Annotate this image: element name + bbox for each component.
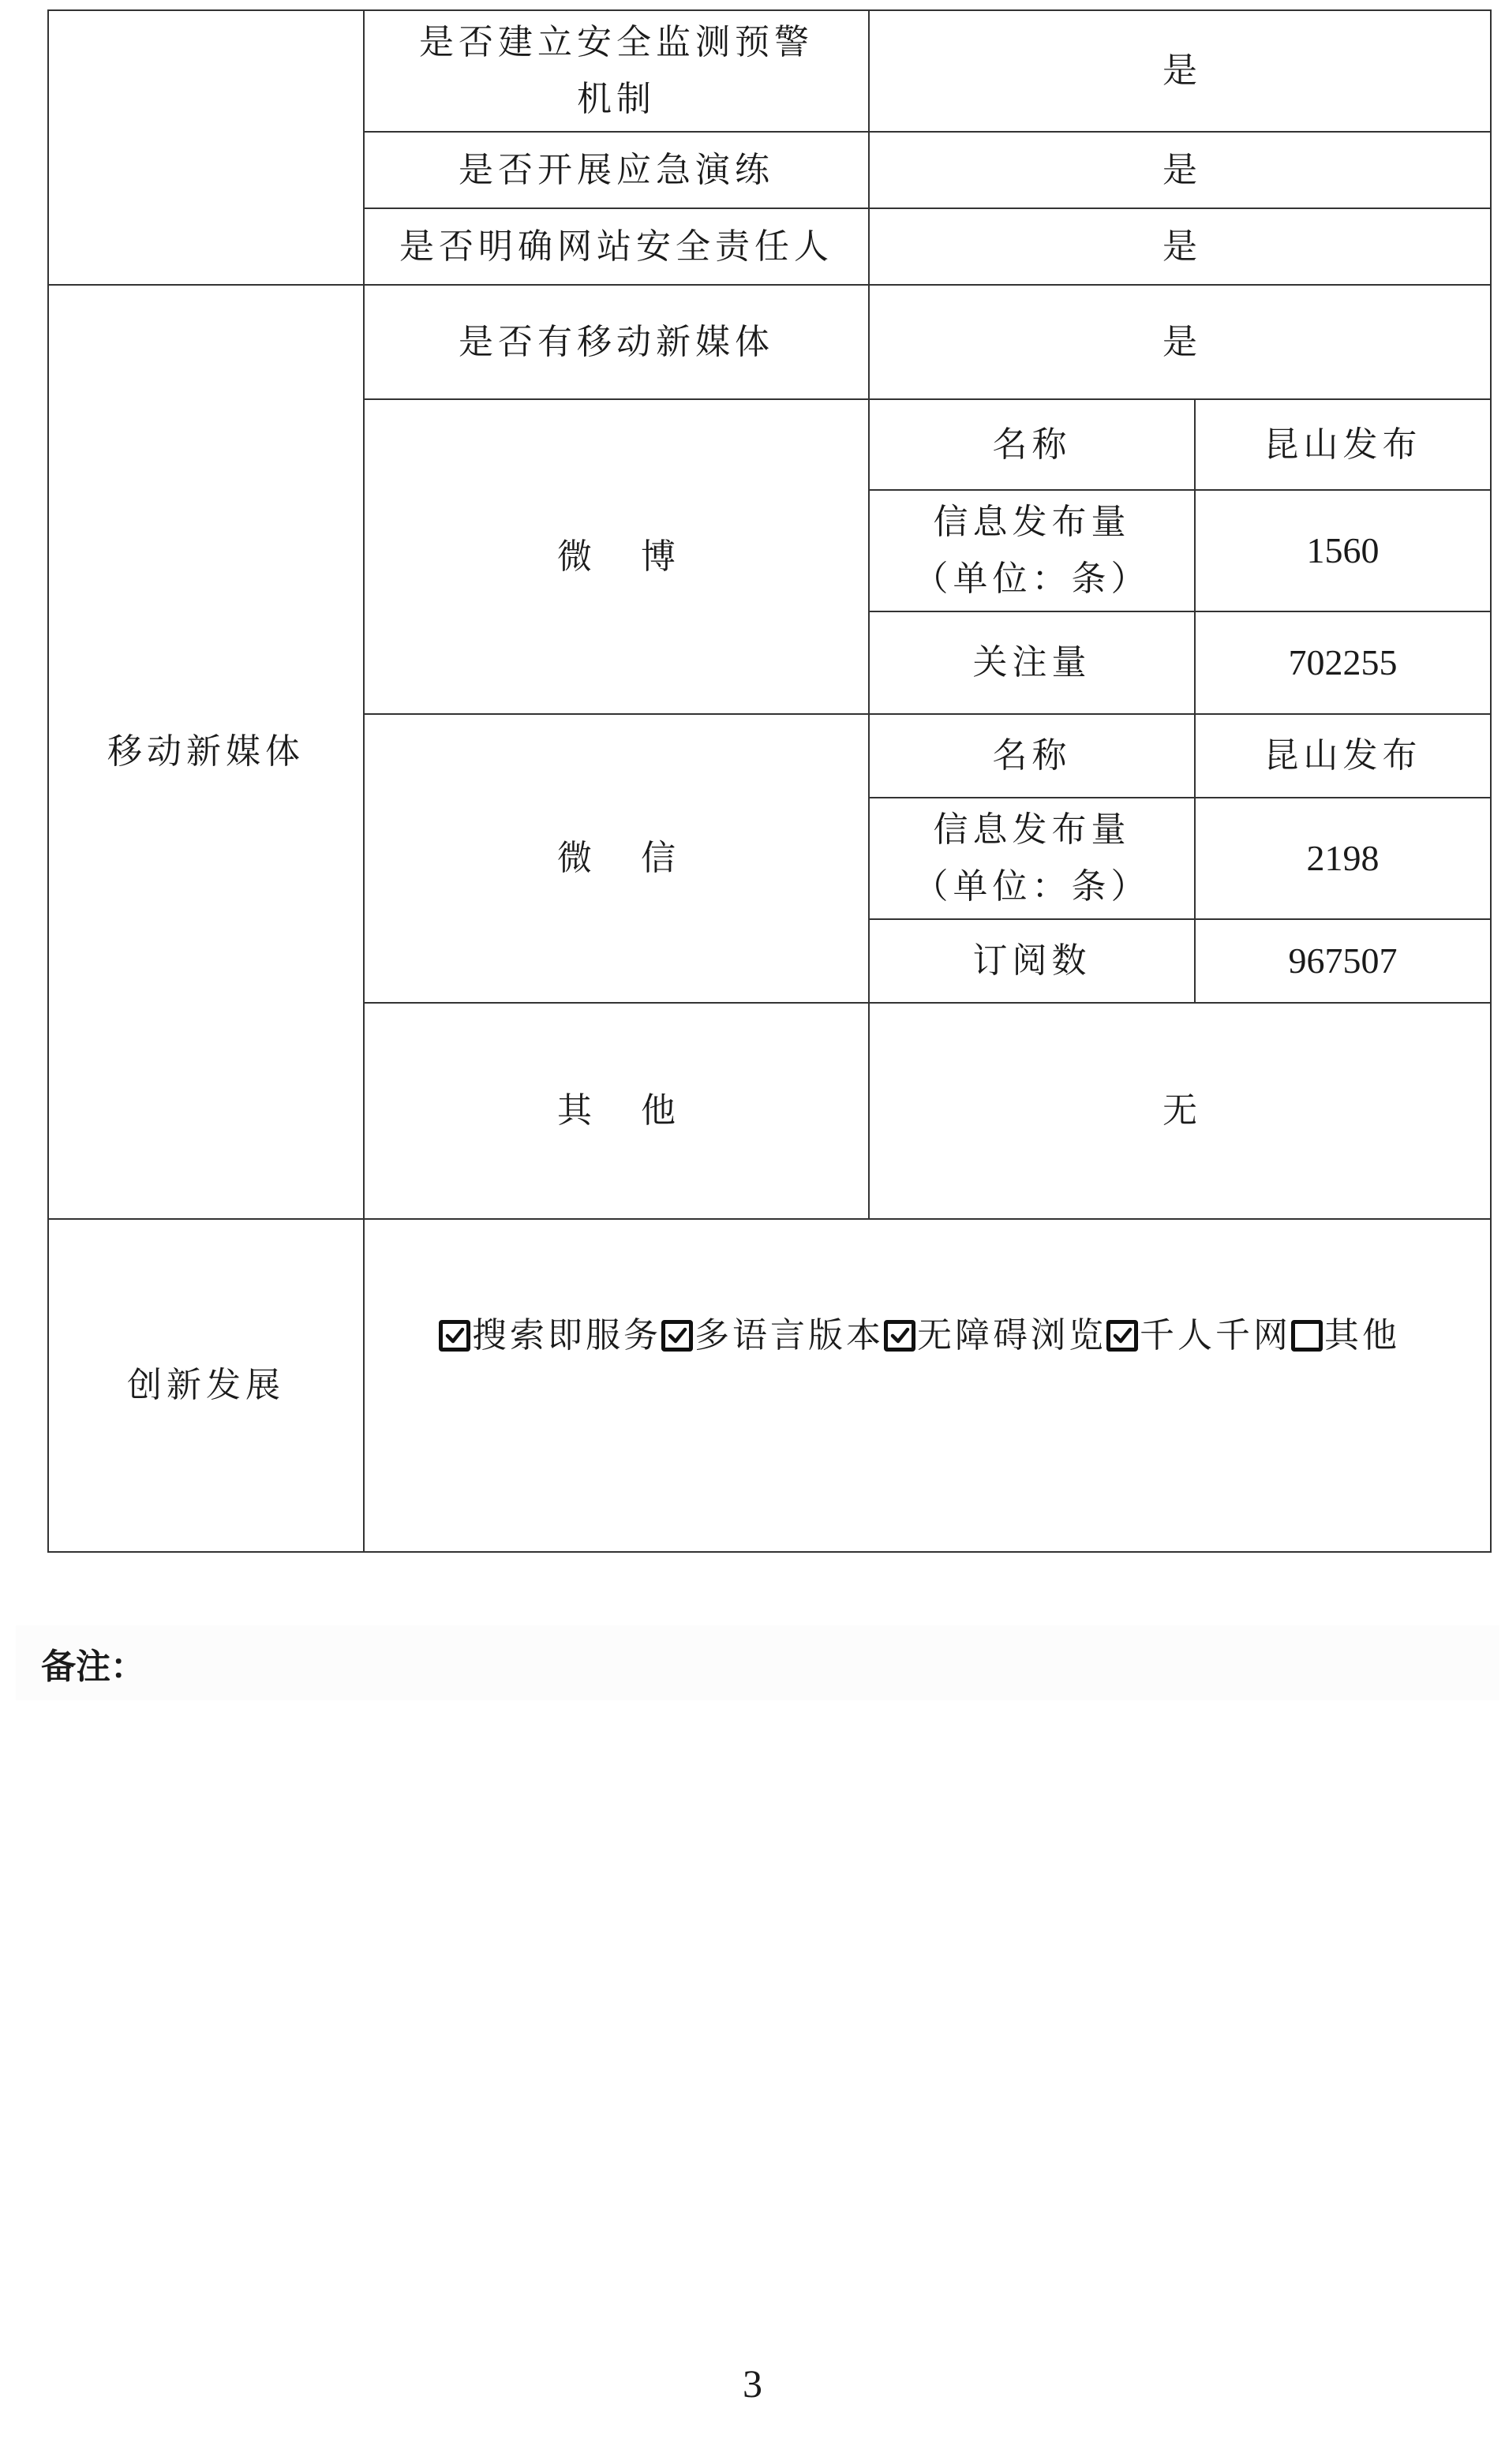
- other-label-cell: [364, 1003, 869, 1219]
- security-label: 是否明确网站安全责任人: [399, 226, 833, 267]
- security-label-cell: [364, 208, 869, 285]
- security-label: 是否开展应急演练: [459, 149, 774, 190]
- weibo-count-value-cell: [1195, 490, 1491, 611]
- option-label: 其他: [1324, 1315, 1400, 1355]
- weixin-count-unit: （单位：条）: [913, 866, 1151, 907]
- mobile-section-label: 移动新媒体: [107, 731, 305, 772]
- weibo-follow-label: 关注量: [972, 642, 1091, 682]
- weibo-count-label: 信息发布量: [933, 502, 1131, 542]
- weixin-name-label: 名称: [992, 735, 1072, 776]
- weixin-label-cell: [364, 714, 869, 1003]
- weixin-sub-label-cell: [869, 919, 1195, 1003]
- security-label-cell: [364, 132, 869, 208]
- weibo-label: 微博: [557, 536, 724, 577]
- weixin-count-label-cell: [869, 798, 1195, 919]
- option-item: [884, 1307, 1106, 1365]
- report-table: [47, 9, 1492, 1553]
- weibo-label-cell: [364, 399, 869, 714]
- weibo-count-label-cell: [869, 490, 1195, 611]
- security-value: 是: [1162, 149, 1197, 190]
- security-value-cell: [869, 208, 1491, 285]
- option-label: 千人千网: [1140, 1315, 1291, 1355]
- weibo-count-value: 1560: [1306, 529, 1380, 570]
- table-row: [48, 10, 1491, 132]
- weibo-follow-value-cell: [1195, 611, 1491, 714]
- mobile-section-cell: [48, 285, 364, 1219]
- weixin-count-value-cell: [1195, 798, 1491, 919]
- checkbox-unchecked-icon[interactable]: [1291, 1320, 1323, 1352]
- weibo-follow-label-cell: [869, 611, 1195, 714]
- other-value: 无: [1162, 1090, 1197, 1131]
- weixin-name-label-cell: [869, 714, 1195, 798]
- security-value: 是: [1162, 226, 1197, 267]
- option-label: 无障碍浏览: [917, 1315, 1106, 1355]
- has-mobile-value-cell: [869, 285, 1491, 399]
- has-mobile-value: 是: [1162, 321, 1197, 362]
- option-item: [439, 1307, 661, 1365]
- weixin-sub-label: 订阅数: [972, 940, 1091, 981]
- security-value: 是: [1162, 50, 1197, 91]
- table-row: [48, 285, 1491, 399]
- innovation-label: 创新发展: [127, 1365, 285, 1405]
- checkbox-checked-icon[interactable]: [884, 1320, 915, 1352]
- weixin-count-value: 2198: [1306, 837, 1380, 878]
- remark-label: 备注：: [41, 1647, 145, 1687]
- other-label: 其他: [557, 1090, 724, 1131]
- option-label: 多语言版本: [694, 1315, 884, 1355]
- section-label-cell: [48, 10, 364, 285]
- weixin-sub-value-cell: [1195, 919, 1491, 1003]
- other-value-cell: [869, 1003, 1491, 1219]
- security-value-cell: [869, 10, 1491, 132]
- weixin-name-value-cell: [1195, 714, 1491, 798]
- security-label-cell: [364, 10, 869, 132]
- table-row: [48, 1219, 1491, 1552]
- weibo-name-label: 名称: [992, 424, 1072, 465]
- weibo-follow-value: 702255: [1288, 641, 1398, 682]
- weixin-name-value: 昆山发布: [1264, 735, 1422, 776]
- weibo-count-unit: （单位：条）: [913, 559, 1151, 599]
- option-label: 搜索即服务: [472, 1315, 661, 1355]
- weixin-sub-value: 967507: [1288, 940, 1398, 981]
- checkbox-checked-icon[interactable]: [439, 1320, 470, 1352]
- has-mobile-label-cell: [364, 285, 869, 399]
- innovation-options: [365, 1307, 1490, 1365]
- weixin-count-label: 信息发布量: [933, 809, 1131, 850]
- page-number: 3: [743, 2361, 762, 2406]
- weibo-name-value: 昆山发布: [1264, 424, 1422, 465]
- has-mobile-label: 是否有移动新媒体: [459, 321, 774, 362]
- option-item: [661, 1307, 884, 1365]
- security-value-cell: [869, 132, 1491, 208]
- weibo-name-value-cell: [1195, 399, 1491, 490]
- option-item: [1291, 1307, 1400, 1365]
- innovation-label-cell: [48, 1219, 364, 1552]
- weibo-name-label-cell: [869, 399, 1195, 490]
- security-label: 是否建立安全监测预警机制: [419, 22, 814, 119]
- weixin-label: 微信: [557, 838, 724, 878]
- option-item: [1106, 1307, 1291, 1365]
- innovation-options-cell: [364, 1219, 1491, 1552]
- checkbox-checked-icon[interactable]: [661, 1320, 693, 1352]
- checkbox-checked-icon[interactable]: [1106, 1320, 1138, 1352]
- remark-band: [16, 1625, 1499, 1700]
